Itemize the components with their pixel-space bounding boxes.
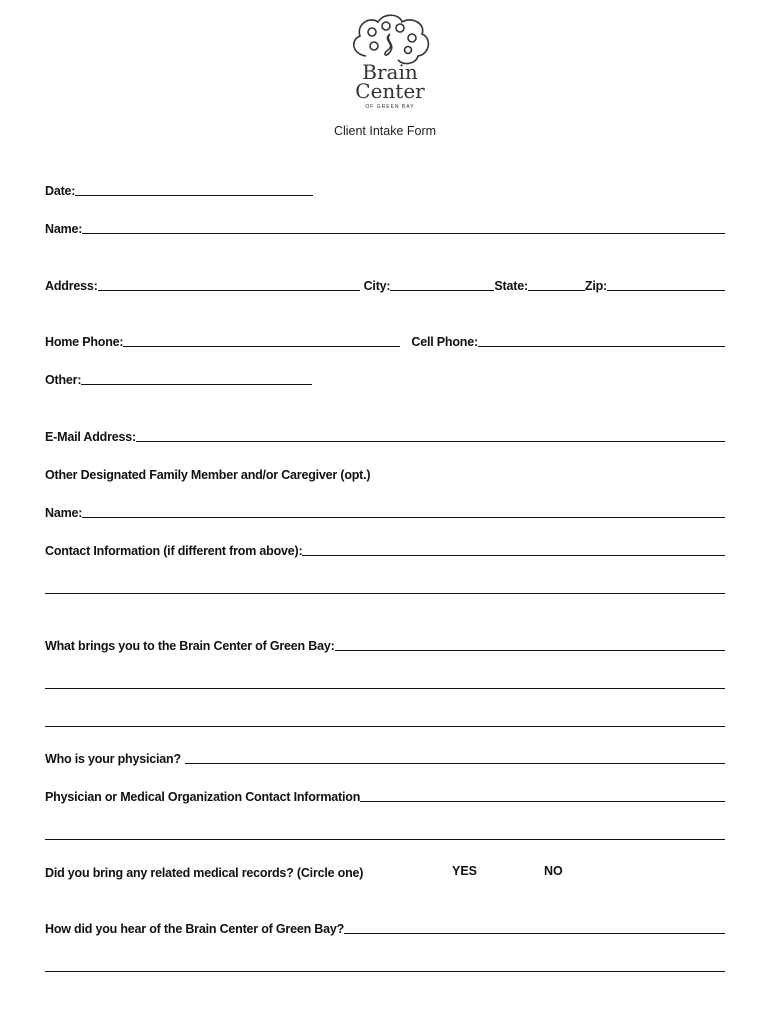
hear-extra-line[interactable] [45,971,725,972]
name-field[interactable] [82,233,725,234]
logo-location-text: OF GREEN BAY [365,104,415,110]
home-phone-field[interactable] [123,346,400,347]
email-row [45,426,725,444]
zip-label: Zip: [584,279,608,293]
hear-field[interactable] [344,933,725,934]
address-row [45,275,725,293]
hear-label: How did you hear of the Brain Center of Green Bay? [45,922,345,936]
family-name-row [45,502,725,520]
physician-label: Who is your physician? [45,752,181,766]
form-title: Client Intake Form [333,124,437,138]
cell-phone-label: Cell Phone: [411,335,478,349]
address-label: Address: [45,279,98,293]
physician-field[interactable] [185,763,725,764]
physician-row [45,748,725,766]
other-label: Other: [45,373,82,387]
what-brings-label: What brings you to the Brain Center of Green Bay: [45,639,335,653]
family-name-label: Name: [45,506,83,520]
physician-contact-extra-line[interactable] [45,839,725,840]
other-field[interactable] [81,384,312,385]
what-brings-extra-line-1[interactable] [45,688,725,689]
address-field[interactable] [98,290,360,291]
records-label: Did you bring any related medical records? (Circle one) [45,866,364,880]
family-heading-row [45,464,725,482]
contact-info-field[interactable] [302,555,725,556]
city-label: City: [363,279,391,293]
other-row [45,369,725,387]
cell-phone-field[interactable] [478,346,725,347]
state-label: State: [494,279,528,293]
physician-contact-label: Physician or Medical Organization Contact Information [45,790,361,804]
family-name-field[interactable] [82,517,725,518]
physician-contact-field[interactable] [360,801,725,802]
city-field[interactable] [390,290,494,291]
brain-center-logo [338,10,442,114]
records-row [45,862,725,880]
what-brings-row [45,635,725,653]
contact-info-row [45,540,725,558]
no-option[interactable]: NO [544,864,563,878]
contact-info-extra-line[interactable] [45,593,725,594]
phone-row [45,331,725,349]
physician-contact-row [45,786,725,804]
contact-info-label: Contact Information (if different from above): [45,544,303,558]
family-heading: Other Designated Family Member and/or Caregiver (opt.) [45,468,371,482]
yes-option[interactable]: YES [452,864,478,878]
name-label: Name: [45,222,83,236]
what-brings-extra-line-2[interactable] [45,726,725,727]
date-field[interactable] [75,195,313,196]
home-phone-label: Home Phone: [45,335,124,349]
state-field[interactable] [528,290,585,291]
email-field[interactable] [136,441,725,442]
logo-center-text: Center [355,79,425,103]
date-label: Date: [45,184,76,198]
date-row [45,180,725,198]
logo-brain-text: Brain [362,60,418,84]
hear-row [45,918,725,936]
email-label: E-Mail Address: [45,430,137,444]
name-row [45,218,725,236]
what-brings-field[interactable] [335,650,725,651]
zip-field[interactable] [607,290,725,291]
